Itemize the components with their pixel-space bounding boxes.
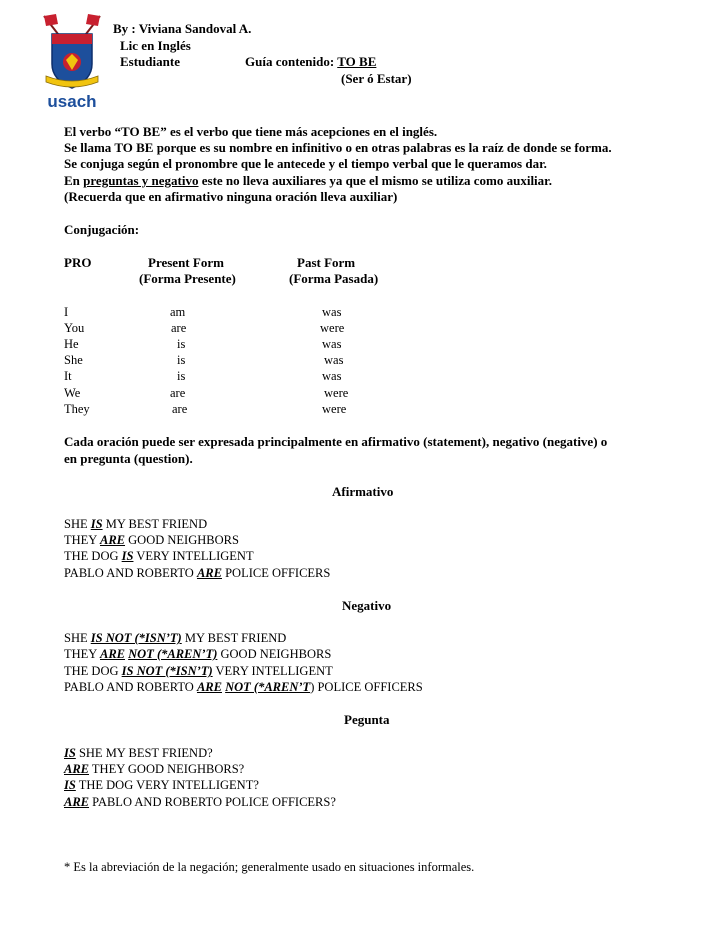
past-form: was [322, 305, 342, 319]
present-form: are [171, 321, 187, 335]
column-past-sub: (Forma Pasada) [289, 271, 379, 286]
pronoun: She [64, 353, 83, 367]
present-form: is [177, 353, 186, 367]
forms-note: en pregunta (question). [64, 451, 193, 466]
pronoun: It [64, 369, 72, 383]
intro-line: Se llama TO BE porque es su nombre en infinitivo o en otras palabras es la raíz de donde se forma. [64, 140, 612, 155]
pronoun: He [64, 337, 79, 351]
present-form: are [170, 386, 186, 400]
past-form: was [324, 353, 344, 367]
past-form: was [322, 369, 342, 383]
affirmative-sentence: THE DOG IS VERY INTELLIGENT [64, 549, 254, 563]
column-past: Past Form [297, 255, 356, 270]
present-form: is [177, 369, 186, 383]
guide-title: Guía contenido: TO BE [245, 54, 377, 69]
conjugation-heading: Conjugación: [64, 222, 140, 237]
question-sentence: ARE THEY GOOD NEIGHBORS? [64, 762, 245, 776]
past-form: were [322, 402, 347, 416]
intro-line: Se conjuga según el pronombre que le antecede y el tiempo verbal que le queramos dar. [64, 156, 547, 171]
usach-logo [38, 12, 106, 110]
pronoun: You [64, 321, 85, 335]
affirmative-sentence: THEY ARE GOOD NEIGHBORS [64, 533, 239, 547]
affirmative-sentence: PABLO AND ROBERTO ARE POLICE OFFICERS [64, 566, 331, 580]
present-form: is [177, 337, 186, 351]
guide-subtitle: (Ser ó Estar) [341, 71, 412, 86]
degree: Lic en Inglés [120, 38, 191, 53]
question-heading: Pegunta [344, 712, 390, 727]
role: Estudiante [120, 54, 180, 69]
column-pro: PRO [64, 255, 92, 270]
negative-sentence: THE DOG IS NOT (*ISN’T) VERY INTELLIGENT [64, 664, 333, 678]
intro-line: (Recuerda que en afirmativo ninguna oración lleva auxiliar) [64, 189, 398, 204]
forms-note: Cada oración puede ser expresada principalmente en afirmativo (statement), negativo (negative) o [64, 434, 608, 449]
intro-line: En preguntas y negativo este no lleva auxiliares ya que el mismo se utiliza como auxiliar. [64, 173, 552, 188]
author: By : Viviana Sandoval A. [113, 21, 252, 36]
question-sentence: ARE PABLO AND ROBERTO POLICE OFFICERS? [64, 795, 336, 809]
column-present: Present Form [148, 255, 224, 270]
affirmative-sentence: SHE IS MY BEST FRIEND [64, 517, 208, 531]
affirmative-heading: Afirmativo [332, 484, 394, 499]
pronoun: They [64, 402, 90, 416]
footnote: * Es la abreviación de la negación; generalmente usado en situaciones informales. [64, 860, 475, 874]
logo-text: usach [47, 92, 97, 110]
pronoun: We [64, 386, 81, 400]
present-form: are [172, 402, 188, 416]
present-form: am [170, 305, 186, 319]
negative-sentence: THEY ARE NOT (*AREN’T) GOOD NEIGHBORS [64, 647, 332, 661]
past-form: were [320, 321, 345, 335]
past-form: were [324, 386, 349, 400]
pronoun: I [64, 305, 69, 319]
column-present-sub: (Forma Presente) [139, 271, 236, 286]
negative-sentence: SHE IS NOT (*ISN’T) MY BEST FRIEND [64, 631, 287, 645]
question-sentence: IS THE DOG VERY INTELLIGENT? [64, 778, 259, 792]
negative-heading: Negativo [342, 598, 392, 613]
intro-line: El verbo “TO BE” es el verbo que tiene más acepciones en el inglés. [64, 124, 438, 139]
past-form: was [322, 337, 342, 351]
question-sentence: IS SHE MY BEST FRIEND? [64, 746, 213, 760]
negative-sentence: PABLO AND ROBERTO ARE NOT (*AREN’T) POLICE OFFICERS [64, 680, 423, 694]
